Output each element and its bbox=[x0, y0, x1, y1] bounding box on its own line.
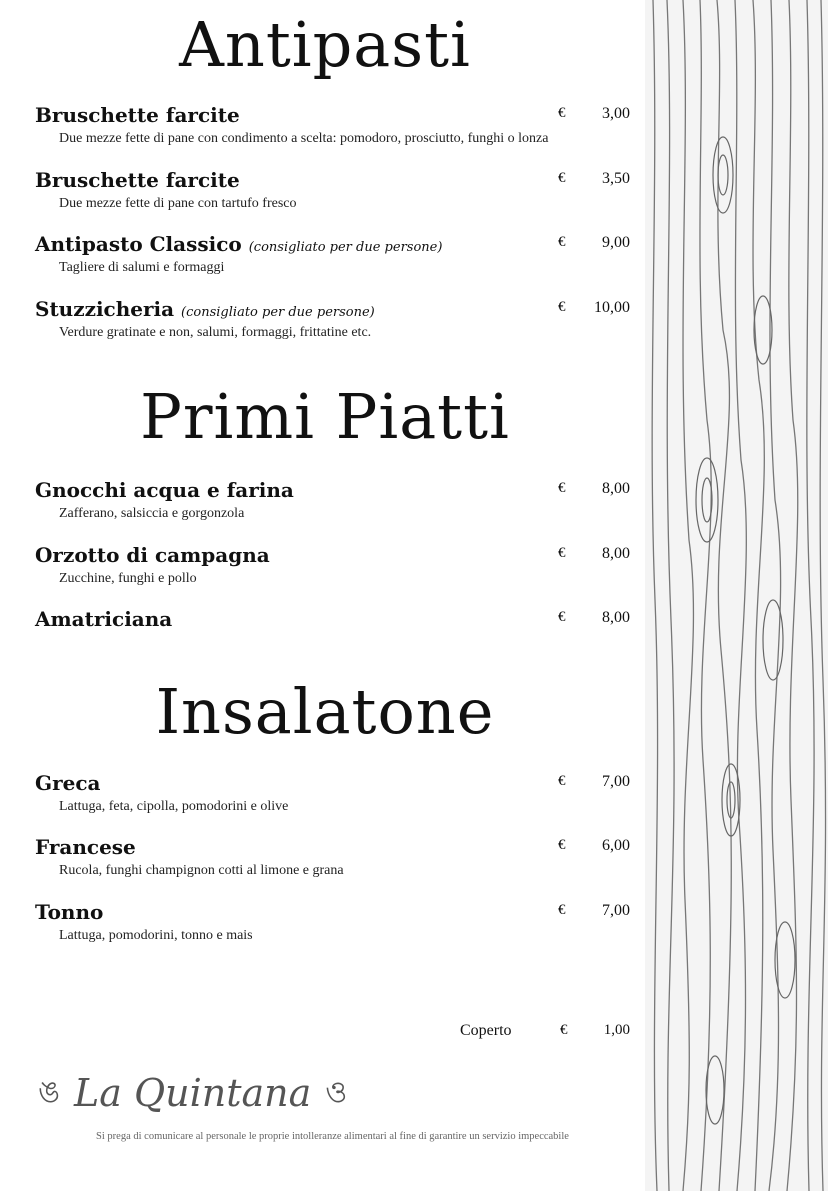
item-price: 9,00 bbox=[602, 234, 630, 251]
item-name bbox=[35, 232, 635, 256]
brand-logo bbox=[38, 1068, 347, 1118]
item-name: Amatriciana bbox=[35, 607, 173, 631]
item-name: Francese bbox=[35, 835, 136, 859]
item-price: 7,00 bbox=[602, 773, 630, 790]
item-name: Bruschette farcite bbox=[35, 168, 240, 192]
item-note: (consigliato per due persone) bbox=[181, 305, 375, 320]
item-description: Lattuga, feta, cipolla, pomodorini e olive bbox=[59, 799, 289, 814]
menu-item bbox=[35, 607, 635, 631]
item-price: 10,00 bbox=[594, 299, 630, 316]
menu-item bbox=[35, 543, 635, 587]
item-price: 3,50 bbox=[602, 170, 630, 187]
item-price: 8,00 bbox=[602, 545, 630, 562]
item-name: Bruschette farcite bbox=[35, 103, 240, 127]
item-name-text: Stuzzicheria bbox=[35, 297, 175, 321]
ornament-left-icon: ঙ bbox=[38, 1074, 61, 1110]
menu-item bbox=[35, 232, 635, 276]
item-price: 8,00 bbox=[602, 609, 630, 626]
item-description: Due mezze fette di pane con tartufo fresco bbox=[59, 196, 297, 211]
currency-symbol: € bbox=[560, 1022, 568, 1038]
section-title-primi-piatti: Primi Piatti bbox=[140, 380, 510, 453]
currency-symbol: € bbox=[558, 545, 566, 561]
item-note: (consigliato per due persone) bbox=[248, 240, 443, 255]
brand-name: La Quintana bbox=[74, 1071, 312, 1115]
currency-symbol: € bbox=[558, 902, 566, 918]
wood-grain-decoration bbox=[645, 0, 828, 1191]
section-title-insalatone: Insalatone bbox=[155, 675, 495, 748]
item-name: Tonno bbox=[35, 900, 104, 924]
item-name: Gnocchi acqua e farina bbox=[35, 478, 294, 502]
item-name-text: Antipasto Classico bbox=[35, 232, 242, 256]
item-description: Tagliere di salumi e formaggi bbox=[59, 260, 225, 275]
currency-symbol: € bbox=[558, 299, 566, 315]
item-price: 6,00 bbox=[602, 837, 630, 854]
menu-item bbox=[35, 168, 635, 212]
menu-item bbox=[35, 900, 635, 944]
item-name: Orzotto di campagna bbox=[35, 543, 270, 567]
menu-item bbox=[35, 103, 635, 147]
item-description: Verdure gratinate e non, salumi, formaggi, frittatine etc. bbox=[59, 325, 372, 340]
menu-item bbox=[35, 297, 635, 341]
item-description: Lattuga, pomodorini, tonno e mais bbox=[59, 928, 253, 943]
item-price: 7,00 bbox=[602, 902, 630, 919]
item-name bbox=[35, 297, 635, 321]
item-name: Greca bbox=[35, 771, 101, 795]
footer-note: Si prega di comunicare al personale le proprie intolleranze alimentari al fine di garantire un servizio impeccabile bbox=[96, 1131, 569, 1142]
menu-item bbox=[35, 478, 635, 522]
currency-symbol: € bbox=[558, 773, 566, 789]
menu-item bbox=[35, 835, 635, 879]
ornament-right-icon: ও bbox=[325, 1074, 348, 1110]
coperto-label: Coperto bbox=[460, 1022, 512, 1039]
currency-symbol: € bbox=[558, 480, 566, 496]
coperto-price: 1,00 bbox=[603, 1022, 630, 1038]
currency-symbol: € bbox=[558, 170, 566, 186]
currency-symbol: € bbox=[558, 609, 566, 625]
menu-item bbox=[35, 771, 635, 815]
item-price: 8,00 bbox=[602, 480, 630, 497]
item-price: 3,00 bbox=[602, 105, 630, 122]
item-description: Rucola, funghi champignon cotti al limone e grana bbox=[59, 863, 344, 878]
currency-symbol: € bbox=[558, 234, 566, 250]
section-title-antipasti: Antipasti bbox=[179, 8, 471, 81]
currency-symbol: € bbox=[558, 105, 566, 121]
coperto-row bbox=[460, 1022, 635, 1044]
currency-symbol: € bbox=[558, 837, 566, 853]
item-description: Zucchine, funghi e pollo bbox=[59, 571, 197, 586]
item-description: Due mezze fette di pane con condimento a scelta: pomodoro, prosciutto, funghi o lonza bbox=[59, 131, 549, 146]
item-description: Zafferano, salsiccia e gorgonzola bbox=[59, 506, 245, 521]
